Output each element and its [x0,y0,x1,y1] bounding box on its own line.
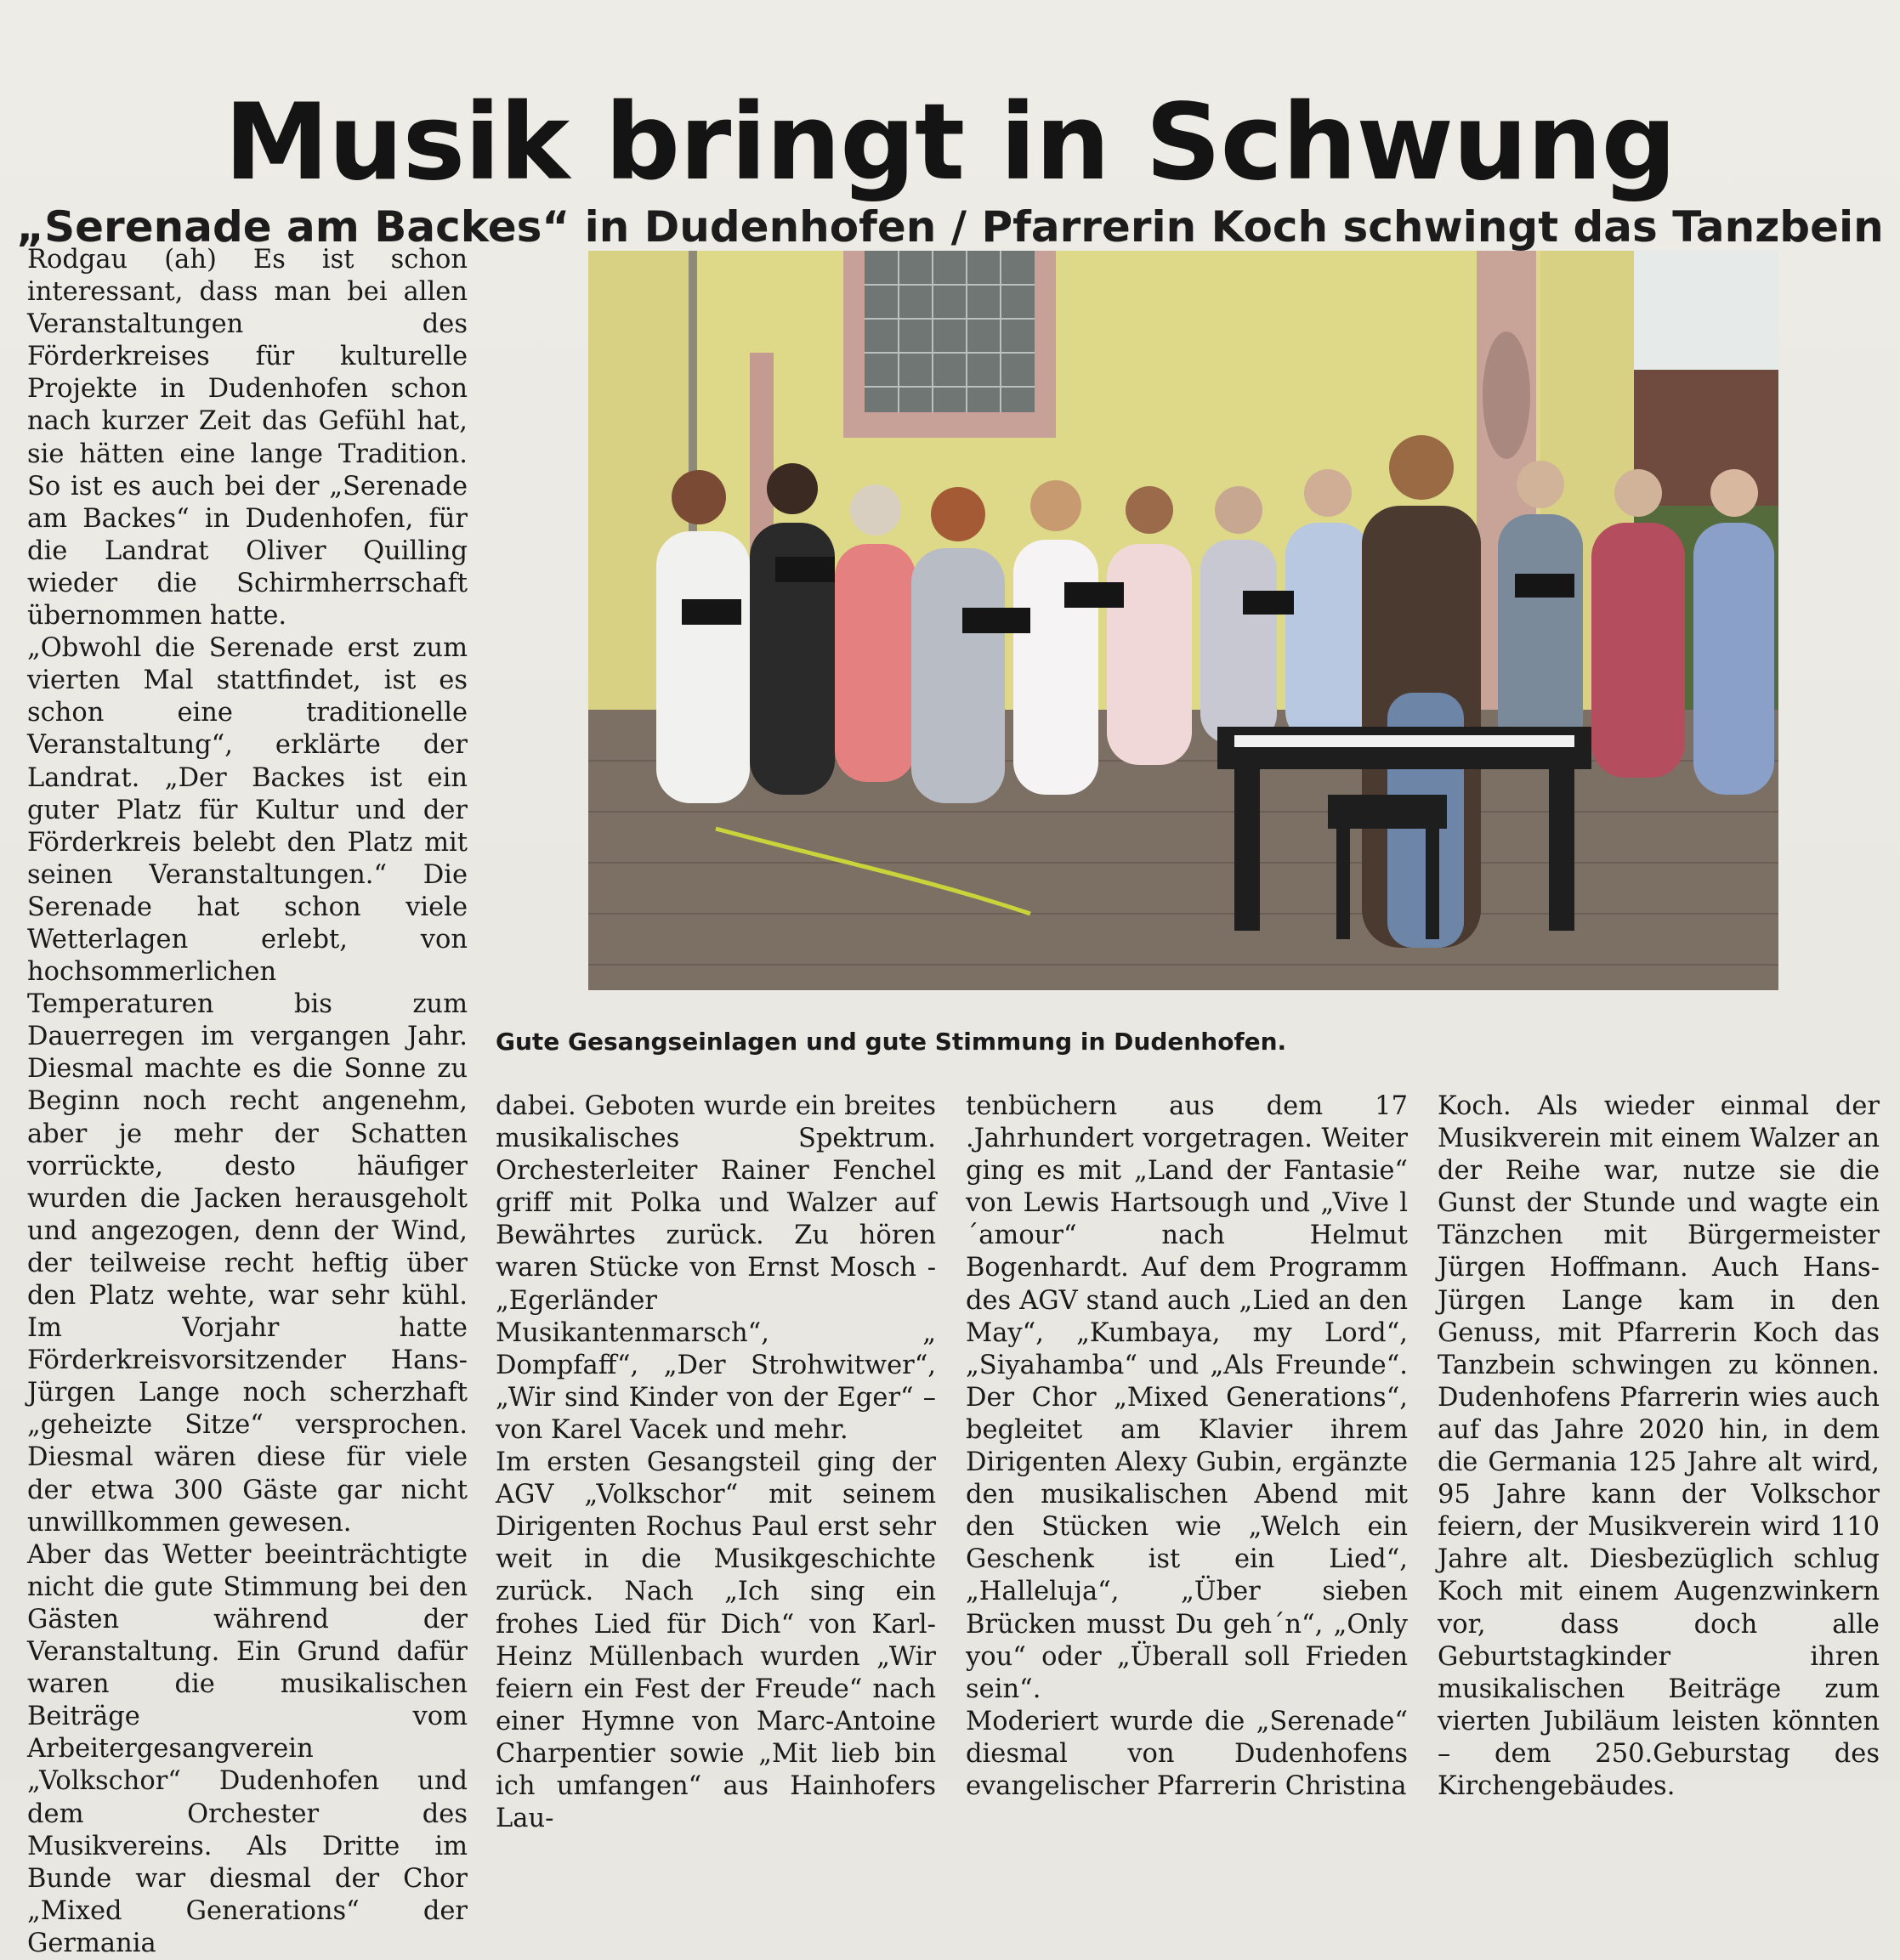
paragraph: Rodgau (ah) Es ist schon interessant, dass man bei allen Veranstaltungen des Förderkreises für kulturelle Projekte in Dudenhofen schon nach kurzer Zeit das Gefühl hat, sie hätten eine lange Tradition. So ist es auch bei der „Serenade am Backes“ in Dudenhofen, für die Landrat Oliver Quilling wieder die Schirmherrschaft übernommen hatte. [27,245,468,632]
article-photo-choir [588,251,1778,990]
paragraph: tenbüchern aus dem 17 .Jahrhundert vorgetragen. Weiter ging es mit „Land der Fantasie“ von Lewis Hartsough und „Vive l´amour“ nach Helmut Bogenhardt. Auf dem Programm des AGV stand auch „Lied an den May“, „Kumbaya, my Lord“, „Siyahamba“ und „Als Freunde“. Der Chor „Mixed Generations“, begleitet am Klavier ihrem Dirigenten Alexy Gubin, ergänzte den musikalischen Abend mit den Stücken wie „Welch ein Geschenk ist ein Lied“, „Halleluja“, „Über sieben Brücken musst Du geh´n“, „Only you“ oder „Überall soll Frieden sein“. [966,1091,1408,1704]
paragraph: „Obwohl die Serenade erst zum vierten Mal stattfindet, ist es schon eine traditionelle Veranstaltung“, erklärte der Landrat. „Der Backes ist ein guter Platz für Kultur und der Förderkreis belebt den Platz mit seinen Veranstaltungen.“ Die Serenade hat schon viele Wetterlagen erlebt, von hochsommerlichen Temperaturen bis zum Dauerregen im vergangen Jahr. Diesmal machte es die Sonne zu Beginn noch recht angenehm, aber je mehr der Schatten vorrückte, desto häufiger wurden die Jacken herausgeholt und angezogen, denn der Wind, der teilweise recht heftig über den Platz wehte, war sehr kühl. Im Vorjahr hatte Förderkreisvorsitzender Hans-Jürgen Lange noch scherzhaft „geheizte Sitze“ versprochen. Diesmal wären diese für viele der etwa 300 Gäste gar nicht unwillkommen gewesen. [27,633,468,1538]
paragraph: Aber das Wetter beeinträchtigte nicht die gute Stimmung bei den Gästen während der Veranstaltung. Ein Grund dafür waren die musikalischen Beiträge vom Arbeitergesangverein „Volkschor“ Dudenhofen und dem Orchester des Musikvereins. Als Dritte im Bunde war diesmal der Chor „Mixed Generations“ der Germania [27,1539,468,1958]
article-headline: Musik bringt in Schwung [224,82,1676,205]
article-column-2 [496,1090,936,1835]
article-column-4 [1438,1090,1880,1803]
photo-caption: Gute Gesangseinlagen und gute Stimmung in Dudenhofen. [496,1028,1287,1056]
article-subheadline: „Serenade am Backes“ in Dudenhofen / Pfarrerin Koch schwingt das Tanzbein [16,201,1884,252]
paragraph: Im ersten Gesangsteil ging der AGV „Volkschor“ mit seinem Dirigenten Rochus Paul erst sehr weit in die Musikgeschichte zurück. Nach „Ich sing ein frohes Lied für Dich“ von Karl-Heinz Müllenbach wurden „Wir feiern ein Fest der Freude“ nach einer Hymne von Marc-Antoine Charpentier sowie „Mit lieb bin ich umfangen“ aus Hainhofers Lau- [496,1447,936,1834]
article-column-1 [27,244,468,1960]
paragraph: Moderiert wurde die „Serenade“ diesmal von Dudenhofens evangelischer Pfarrerin Christina [966,1706,1408,1801]
paragraph: dabei. Geboten wurde ein breites musikalisches Spektrum. Orchesterleiter Rainer Fenchel griff mit Polka und Walzer auf Bewährtes zurück. Zu hören waren Stücke von Ernst Mosch - „Egerländer Musikantenmarsch“, „ Dompfaff“, „Der Strohwitwer“, „Wir sind Kinder von der Eger“ – von Karel Vacek und mehr. [496,1091,936,1445]
paragraph: Koch. Als wieder einmal der Musikverein mit einem Walzer an der Reihe war, nutze sie die Gunst der Stunde und wagte ein Tänzchen mit Bürgermeister Jürgen Hoffmann. Auch Hans-Jürgen Lange kam in den Genuss, mit Pfarrerin Koch das Tanzbein schwingen zu können. Dudenhofens Pfarrerin wies auch auf das Jahre 2020 hin, in dem die Germania 125 Jahre alt wird, 95 Jahre kann der Volkschor feiern, der Musikverein wird 110 Jahre alt. Diesbezüglich schlug Koch mit einem Augenzwinkern vor, dass doch alle Geburtstagkinder ihren musikalischen Beiträge zum vierten Jubiläum leisten könnten – dem 250.Geburstag des Kirchengebäudes. [1438,1091,1880,1801]
article-column-3 [966,1090,1408,1803]
